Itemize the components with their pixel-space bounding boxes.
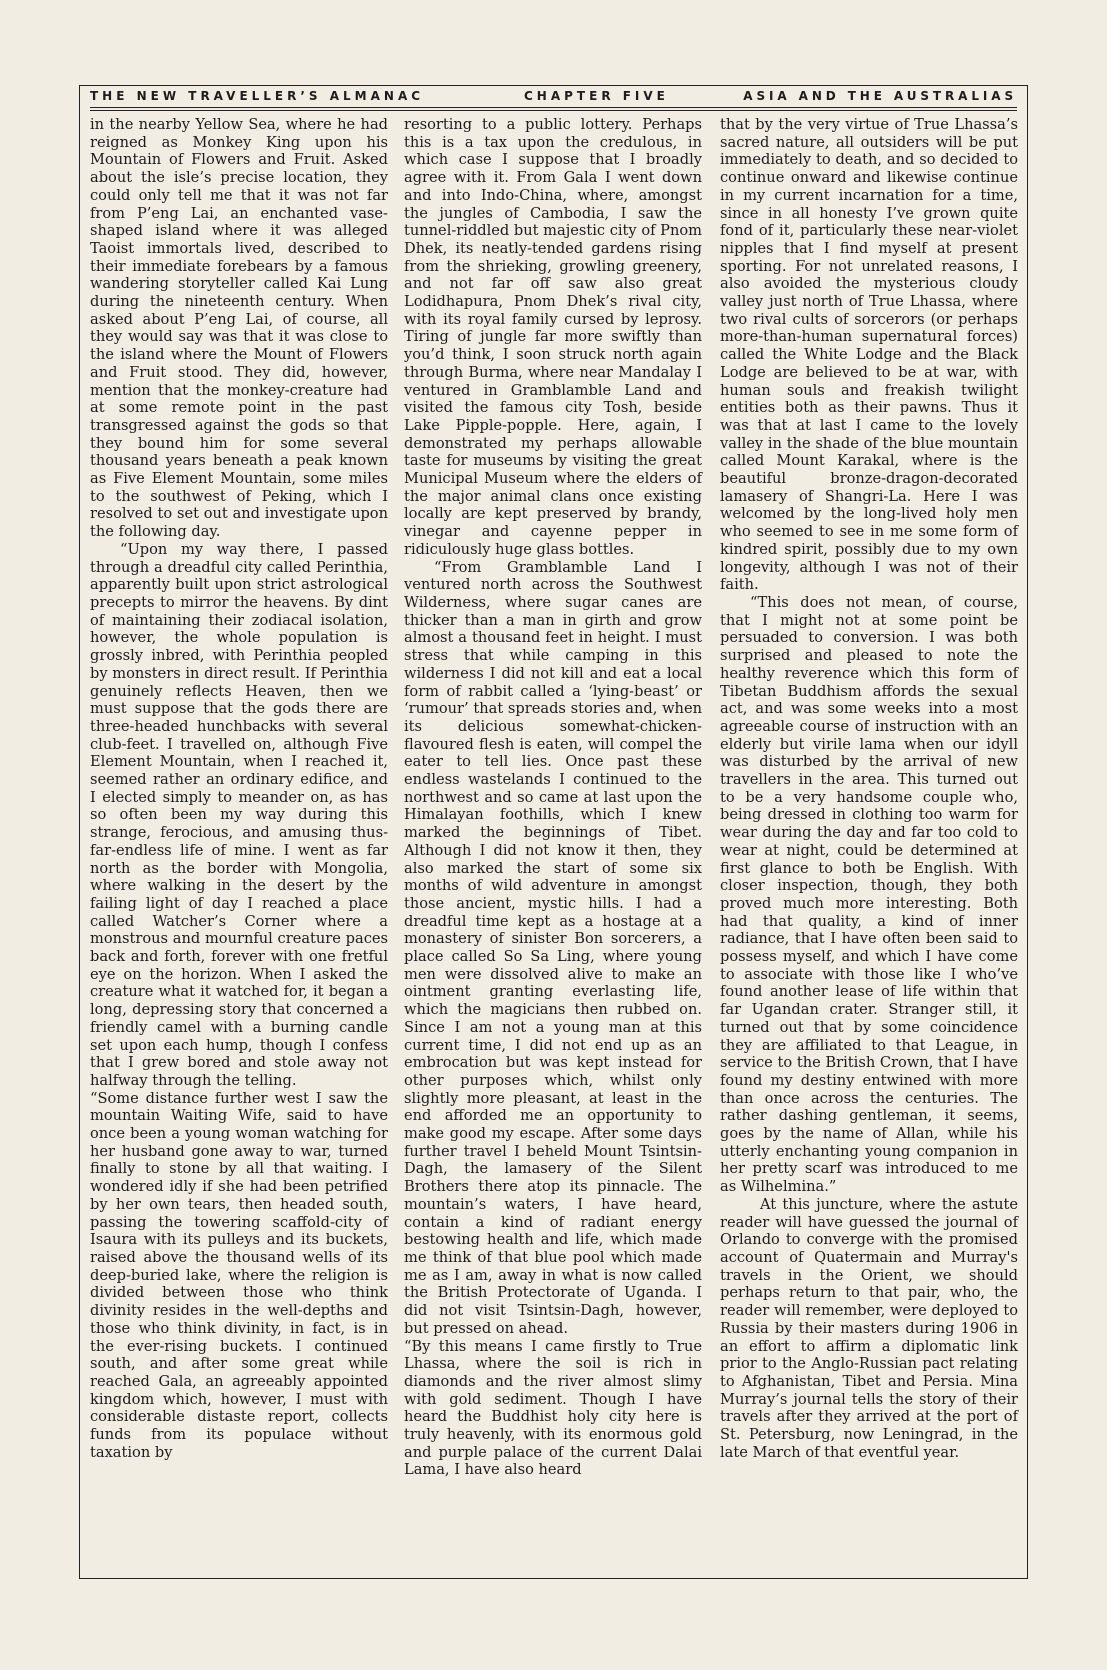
header-rule-top	[90, 107, 1017, 108]
paragraph: resorting to a public lottery. Perhaps this is a tax upon the credulous, in which case I suppose that I broadly agree with it. From Gala I went down and into Indo-China, where, amongst the jungles of Cambodia, I saw the tunnel-riddled but majestic city of Pnom Dhek, its neatly-tended gardens rising from the shrieking, growling greenery, and not far off saw also great Lodidhapura, Pnom Dhek’s rival city, with its royal family cursed by leprosy. Tiring of jungle far more swiftly than you’d think, I soon struck north again through Burma, where near Mandalay I ventured in Gramblamble Land and visited the famous city Tosh, beside Lake Pipple-popple. Here, again, I demonstrated my perhaps allowable taste for museums by visiting the great Municipal Museum where the elders of the major animal clans once existing locally are kept preserved by brandy, vinegar and cayenne pepper in ridiculously huge glass bottles.	[404, 116, 702, 558]
paragraph: “This does not mean, of course, that I might not at some point be persuaded to conversion. I was both surprised and pleased to note the healthy reverence which this form of Tibetan Buddhism affords the sexual act, and was some weeks into a most agreeable course of instruction with an elderly but virile lama when our idyll was disturbed by the arrival of new travellers in the area. This turned out to be a very handsome couple who, being dressed in clothing too warm for wear during the day and far too cold to wear at night, could be determined at first glance to both be English. With closer inspection, though, they both proved much more interesting. Both had that quality, a kind of inner radiance, that I have often been said to possess myself, and which I have come to associate with those like I who’ve found another lease of life within that far Ugandan crater. Stranger still, it turned out that by some coincidence they are affiliated to that League, in service to the British Crown, that I have found my destiny entwined with more than once across the centuries. The rather dashing gentleman, it seems, goes by the name of Allan, while his utterly enchanting young companion in her pretty scarf was introduced to me as Wilhelmina.”	[720, 593, 1018, 1196]
paragraph: “By this means I came firstly to True Lhassa, where the soil is rich in diamonds and the river almost slimy with gold sediment. Though I have heard the Buddhist holy city here is truly heavenly, with its enormous gold and purple palace of the current Dalai Lama, I have also heard	[404, 1337, 702, 1479]
paragraph: “Upon my way there, I passed through a dreadful city called Perinthia, apparently built upon strict astrological precepts to mirror the heavens. By dint of maintaining their zodiacal isolation, however, the whole population is grossly inbred, with Perinthia peopled by monsters in direct result. If Perinthia genuinely reflects Heaven, then we must suppose that the gods there are three-headed hunchbacks with several club-feet. I travelled on, although Five Element Mountain, when I reached it, seemed rather an ordinary edifice, and I elected simply to meander on, as has so often been my way during this strange, ferocious, and amusing thus-far-endless life of mine. I went as far north as the border with Mongolia, where walking in the desert by the failing light of day I reached a place called Watcher’s Corner where a monstrous and mournful creature paces back and forth, forever with one fretful eye on the horizon. When I asked the creature what it watched for, it began a long, depressing story that concerned a friendly camel with a burning candle set upon each hump, though I confess that I grew bored and stole away not halfway through the telling.	[90, 540, 388, 1089]
paragraph: “From Gramblamble Land I ventured north across the Southwest Wilderness, where sugar canes are thicker than a man in girth and grow almost a thousand feet in height. I must stress that while camping in this wilderness I did not kill and eat a local form of rabbit called a ‘lying-beast’ or ‘rumour’ that spreads stories and, when its delicious somewhat-chicken-flavoured flesh is eaten, will compel the eater to tell lies. Once past these endless wastelands I continued to the northwest and so came at last upon the Himalayan foothills, which I knew marked the beginnings of Tibet. Although I did not know it then, they also marked the start of some six months of wild adventure in amongst those ancient, mystic hills. I had a dreadful time kept as a hostage at a monastery of sinister Bon sorcerers, a place called So Sa Ling, where young men were dissolved alive to make an ointment granting everlasting life, which the magicians then rubbed on. Since I am not a young man at this current time, I did not end up as an embrocation but was kept instead for other purposes which, whilst only slightly more pleasant, at least in the end afforded me an opportunity to make good my escape. After some days further travel I beheld Mount Tsintsin-Dagh, the lamasery of the Silent Brothers there atop its pinnacle. The mountain’s waters, I have heard, contain a kind of radiant energy bestowing health and life, which made me think of that blue pool which made me as I am, away in what is now called the British Protectorate of Uganda. I did not visit Tsintsin-Dagh, however, but pressed on ahead.	[404, 558, 702, 1337]
paragraph: that by the very virtue of True Lhassa’s sacred nature, all outsiders will be put immediately to death, and so decided to continue onward and likewise continue in my current incarnation for a time, since in all honesty I’ve grown quite fond of it, particularly these near-violet nipples that I find myself at present sporting. For not unrelated reasons, I also avoided the mysterious cloudy valley just north of True Lhassa, where two rival cults of sorcerors (or perhaps more-than-human supernatural forces) called the White Lodge and the Black Lodge are believed to be at war, with human souls and freakish twilight entities both as their pawns. Thus it was that at last I came to the lovely valley in the shade of the blue mountain called Mount Karakal, where is the beautiful bronze-dragon-decorated lamasery of Shangri-La. Here I was welcomed by the long-lived holy men who seemed to see in me some form of kindred spirit, possibly due to my own longevity, although I was not of their faith.	[720, 116, 1018, 594]
header-book-title: THE NEW TRAVELLER’S ALMANAC	[90, 89, 425, 103]
text-column-3	[720, 116, 1018, 1461]
paragraph: At this juncture, where the astute reader will have guessed the journal of Orlando to converge with the promised account of Quatermain and Murray's travels in the Orient, we should perhaps return to that pair, who, the reader will remember, were deployed to Russia by their masters during 1906 in an effort to affirm a diplomatic link prior to the Anglo-Russian pact relating to Afghanistan, Tibet and Persia. Mina Murray’s journal tells the story of their travels after they arrived at the port of St. Petersburg, now Leningrad, in the late March of that eventful year.	[720, 1195, 1018, 1461]
header-rule-bottom	[90, 110, 1017, 111]
running-header	[90, 88, 1017, 105]
page-frame	[79, 85, 1028, 1579]
text-column-2	[404, 116, 702, 1479]
paragraph: “Some distance further west I saw the mountain Waiting Wife, said to have once been a young woman watching for her husband gone away to war, turned finally to stone by all that waiting. I wondered idly if she had been petrified by her own tears, then headed south, passing the towering scaffold-city of Isaura with its pulleys and its buckets, raised above the thousand wells of its deep-buried lake, where the religion is divided between those who think divinity resides in the well-depths and those who think divinity, in fact, is in the ever-rising buckets. I continued south, and after some great while reached Gala, an agreeably appointed kingdom which, however, I must with considerable distaste report, collects funds from its populace without taxation by	[90, 1089, 388, 1461]
text-column-1	[90, 116, 388, 1461]
header-chapter: CHAPTER FIVE	[524, 89, 669, 103]
header-section: ASIA AND THE AUSTRALIAS	[743, 89, 1017, 103]
paragraph: in the nearby Yellow Sea, where he had reigned as Monkey King upon his Mountain of Flowers and Fruit. Asked about the isle’s precise location, they could only tell me that it was not far from P’eng Lai, an enchanted vase-shaped island where it was alleged Taoist immortals lived, described to their immediate forebears by a famous wandering storyteller called Kai Lung during the nineteenth century. When asked about P’eng Lai, of course, all they would say was that it was close to the island where the Mount of Flowers and Fruit stood. They did, however, mention that the monkey-creature had at some remote point in the past transgressed against the gods so that they bound him for some several thousand years beneath a peak known as Five Element Mountain, some miles to the southwest of Peking, which I resolved to set out and investigate upon the following day.	[90, 116, 388, 541]
